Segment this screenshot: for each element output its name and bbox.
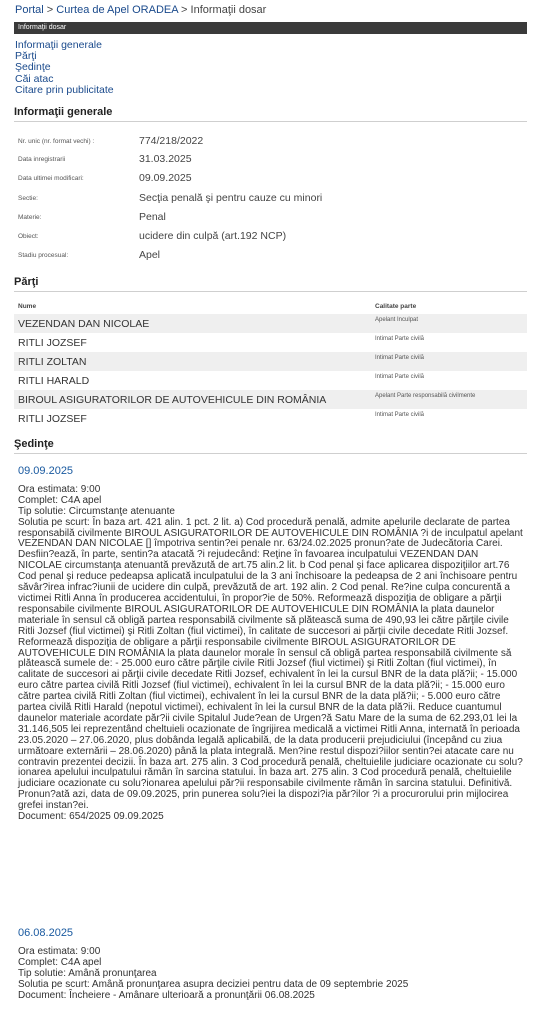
hearing-panel: Complet: C4A apel (18, 494, 102, 506)
hearing-date: 06.08.2025 (18, 927, 74, 939)
info-row-section (18, 192, 527, 212)
party-name: RITLI HARALD (18, 375, 90, 387)
info-value: 09.09.2025 (139, 172, 192, 184)
info-label: Data inregistrarii (18, 156, 66, 163)
hearing-panel: Complet: C4A apel (18, 956, 102, 968)
hearing-solution-type: Tip solutie: Amână pronunţarea (18, 967, 157, 979)
hearing-date: 09.09.2025 (18, 465, 74, 477)
party-name: BIROUL ASIGURATORILOR DE AUTOVEHICULE DIN ROMÂNIA (18, 394, 327, 406)
hearing-time: Ora estimata: 9:00 (18, 945, 101, 957)
info-label: Obiect: (18, 233, 39, 240)
hearing-solution-summary: Solutia pe scurt: În baza art. 421 alin. 1 pct. 2 lit. a) Cod procedură penală, admite apelurile declarate de partea responsabilă civilmente BIROUL ASIGURATORILOR DE AUTOVEHICULE DIN ROMÂNIA ?i de inculpatul apelant VEZENDAN DAN NICOLAE [] împotriva sentin?ei penale nr. 63/24.02.2025 pronun?ate de Judecătoria Carei. Desfiin?ează, în parte, sentin?a atacată ?i rejudecând: Reţine în favoarea inculpatului VEZENDAN DAN NICOLAE circumstanţa atenuantă prevăzută de art.75 alin.2 lit. b Cod penal şi face aplicarea dispoziţiilor art.76 Cod penal şi reduce pedeapsa aplicată inculpatului de la 3 ani închisoare la pedeapsa de 2 ani închisoare pentru săvâr?irea infrac?iunii de ucidere din culpă, prevăzută de art. 192 alin. 2 Cod penal. Re?ine culpa concurentă a victimei Ritli Anna în producerea accidentului, în propor?ie de 50%. Reformează dispoziţia de obligare a părţii responsabile civilmente BIROUL ASIGURATORILOR DE AUTOVEHICULE DIN ROMÂNIA la plata daunelor materiale în sensul că obligă partea responsabilă civilmente să plătească suma de 490,93 lei către părţile civile Ritli Jozsef (fiul victimei) şi Ritli Zoltan (fiul victimei), în calitate de succesori ai părţii civile decedate Ritli Jozsef. Reformează dispoziţia de obligare a părţii responsabile civilmente BIROUL ASIGURATORILOR DE AUTOVEHICULE DIN ROMÂNIA la plata daunelor morale în sensul că obligă partea responsabilă civilmente să plătească sumele de: - 25.000 euro către părţile civile Ritli Jozsef (fiul victimei) şi Ritli Zoltan (fiul victimei), în calitate de succesori ai părţii civile decedate Ritli Jozsef, echivalent în lei la cursul BNR de la data plă?ii; - 15.000 euro către partea civilă Ritli Jozsef (fiul victimei), echivalent în lei la cursul BNR de la data plă?ii; - 15.000 euro către partea civilă Ritli Zoltan (fiul victimei), echivalent în lei la cursul BNR de la data plă?ii; - 5.000 euro către partea civilă Ritli Harald (nepotul victimei), echivalent în lei la cursul BNR de la data plă?ii. Reduce cuantumul daunelor materiale acordate păr?ii civile Spitalul Jude?ean de Urgen?ă Satu Mare de la suma de 62.293,01 lei la 31.146,505 lei reprezentând cheltuieli ocazionate de îngrijirea medicală a victimei Ritli Anna, internată în perioada 23.05.2020 – 27.06.2020, plus dobânda legală aplicabilă, de la data producerii prejudiciului (începând cu ziua următoare externării – 28.06.2020) până la plata integrală. Men?ine restul dispozi?iilor sentin?ei atacate care nu contravin prezentei decizii. În baza art. 275 alin. 3 Cod procedură penală, cheltuielile judiciare ocazionate cu solu?ionarea apelului inculpatului rămân în sarcina statului. În baza art. 275 alin. 3 Cod procedură penală, cheltuielile judiciare ocazionate cu solu?ionarea apelului păr?ii responsabile civilmente rămân în sarcina statului. Definitivă. Pronun?ată azi, data de 09.09.2025, prin punerea solu?iei la dispozi?ia păr?ilor ?i a procurorului prin mijlocirea grefei instan?ei. (18, 516, 523, 812)
info-row-registration-date (18, 153, 527, 173)
info-row-last-modified (18, 172, 527, 192)
table-row (14, 333, 527, 352)
breadcrumb-separator: > (177, 4, 191, 16)
parties-header: Părţi (14, 276, 527, 292)
info-value: 31.03.2025 (139, 153, 192, 165)
parties-table-header (14, 300, 527, 314)
hearings-header: Şedinţe (14, 438, 527, 454)
info-row-object (18, 230, 527, 250)
table-row (14, 409, 527, 428)
info-row-matter (18, 211, 527, 231)
hearing-document: Document: 654/2025 09.09.2025 (18, 811, 164, 823)
info-label: Materie: (18, 214, 42, 221)
nav-link-publicity-summons[interactable]: Citare prin publicitate (15, 83, 114, 96)
party-name: RITLI ZOLTAN (18, 356, 87, 368)
party-name: VEZENDAN DAN NICOLAE (18, 318, 150, 330)
table-row (14, 352, 527, 371)
nav-link-parties[interactable]: Părţi (15, 50, 37, 63)
party-name: RITLI JOZSEF (18, 413, 87, 425)
info-label: Sectie: (18, 195, 38, 202)
title-bar: Informaţii dosar (14, 22, 527, 34)
hearing-document: Document: Încheiere - Amânare ulterioară a pronunţării 06.08.2025 (18, 989, 315, 1001)
info-value: Apel (139, 249, 161, 261)
info-value: ucidere din culpă (art.192 NCP) (139, 230, 287, 242)
parties-table-body (14, 314, 527, 428)
info-row-case-number (18, 135, 527, 155)
info-label: Data ultimei modificari: (18, 175, 84, 182)
party-role: Apelant Parte responsabilă civilmente (375, 393, 476, 399)
party-role: Intimat Parte civilă (375, 355, 425, 361)
breadcrumb (15, 4, 266, 16)
party-name: RITLI JOZSEF (18, 337, 87, 349)
section-nav (15, 40, 114, 96)
hearing-time: Ora estimata: 9:00 (18, 483, 101, 495)
breadcrumb-separator: > (43, 4, 57, 16)
breadcrumb-court-link[interactable]: Curtea de Apel ORADEA (56, 4, 178, 16)
breadcrumb-portal-link[interactable]: Portal (15, 4, 44, 16)
hearing-solution-type: Tip solutie: Circumstanţe atenuante (18, 505, 175, 517)
hearing-item (18, 466, 523, 823)
general-info-header: Informaţii generale (14, 106, 527, 122)
table-row (14, 314, 527, 333)
info-value: 774/218/2022 (139, 135, 204, 147)
table-row (14, 390, 527, 409)
party-role: Intimat Parte civilă (375, 336, 425, 342)
info-row-procedural-stage (18, 249, 527, 269)
hearing-item (18, 928, 523, 1001)
party-role: Apelant Inculpat (375, 317, 419, 323)
column-header-name: Nume (18, 303, 37, 310)
table-row (14, 371, 527, 390)
nav-link-appeals[interactable]: Căi atac (15, 72, 54, 85)
party-role: Intimat Parte civilă (375, 412, 425, 418)
parties-table (14, 300, 527, 428)
info-value: Secţia penală şi pentru cauze cu minori (139, 192, 323, 204)
info-label: Stadiu procesual: (18, 252, 69, 259)
info-label: Nr. unic (nr. format vechi) : (18, 138, 95, 145)
party-role: Intimat Parte civilă (375, 374, 425, 380)
breadcrumb-current: Informaţii dosar (190, 4, 267, 16)
info-value: Penal (139, 211, 166, 223)
column-header-role: Calitate parte (375, 303, 417, 310)
hearing-solution-summary: Solutia pe scurt: Amână pronunţarea asupra deciziei pentru data de 09 septembrie 2025 (18, 978, 409, 990)
nav-link-general[interactable]: Informaţii generale (15, 39, 102, 51)
nav-link-hearings[interactable]: Şedinţe (15, 61, 51, 74)
